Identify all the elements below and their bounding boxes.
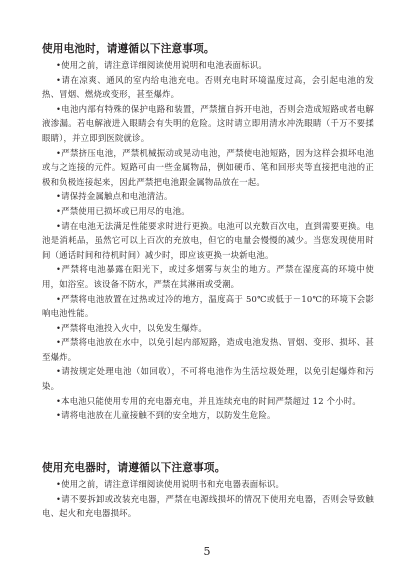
battery-item-disposal: •请按规定处理电池（如回收），不可将电池作为生活垃圾处理，以免引起爆炸和污染。	[42, 366, 374, 392]
battery-precautions-heading: 使用电池时，请遵循以下注意事项。	[42, 43, 215, 55]
battery-item-no-crushing: •严禁挤压电池，严禁机械振动或晃动电池，严禁使电池短路，因为这样会损坏电池或与之连接的元件。短路可由一些金属物品，例如硬币、笔和回形夹等直接把电池的正极和负极连接起来，因此严禁把电池跟金属物品放在一起。	[42, 147, 374, 187]
page-number: 5	[203, 545, 211, 558]
charger-precautions-section	[42, 461, 374, 521]
battery-item-no-disassembly: •电池内部有特殊的保护电路和装置，严禁擅自拆开电池，否则会造成短路或者电解液渗漏。若电解液进入眼睛会有失明的危险。这时请立即用清水冲洗眼睛（千万不要揉眼睛），并立即到医院就诊。	[42, 103, 374, 143]
battery-item-no-water: •严禁将电池放在水中，以免引起内部短路，造成电池发热、冒烟、变形、损坏、甚至爆炸。	[42, 337, 374, 362]
battery-item-replacement: •请在电池无法满足性能要求时进行更换。电池可以充数百次电，直到需要更换。电池是消耗品，虽然它可以上百次的充放电，但它的电量会慢慢的减少。当您发现使用时间（通话时间和待机时间）减少时，即应该更换一块新电池。	[42, 220, 374, 260]
battery-item-no-sunlight: •严禁将电池暴露在阳光下，或过多烟雾与灰尘的地方。严禁在湿度高的环境中使用，如浴室。该设备不防水，严禁在其淋雨或受潮。	[42, 264, 374, 289]
battery-item-keep-clean: •请保持金属触点和电池清洁。	[56, 191, 173, 202]
charger-item-read-manual: •使用之前，请注意详细阅读使用说明书和充电器表面标识。	[56, 479, 285, 489]
battery-item-charge-ventilated: •请在凉爽、通风的室内给电池充电。否则充电时环境温度过高，会引起电池的发热、冒烟、燃烧或变形，甚至爆炸。	[42, 74, 374, 100]
battery-item-child-safety: •请将电池放在儿童接触不到的安全地方，以防发生危险。	[56, 410, 276, 421]
charger-precautions-heading: 使用充电器时，请遵循以下注意事项。	[42, 462, 226, 474]
charger-item-no-disassembly: •请不要拆卸或改装充电器，严禁在电源线损坏的情况下使用充电器，否则会导致触电、起火和充电器损坏。	[42, 493, 374, 519]
battery-item-dedicated-charger: •本电池只能使用专用的充电器充电，并且连续充电的时间严禁超过 12 个小时。	[56, 395, 361, 406]
battery-item-no-damaged: •严禁使用已损坏或已用尽的电池。	[56, 205, 190, 216]
battery-item-read-manual: •使用之前，请注意详细阅读使用说明和电池表面标识。	[56, 60, 267, 70]
battery-precautions-section	[42, 42, 374, 423]
battery-item-temperature: •严禁将电池放置在过热或过冷的地方，温度高于 50℃或低于－10℃的环境下会影响电池性能。	[42, 293, 374, 319]
battery-item-no-fire: •严禁将电池投入火中，以免发生爆炸。	[56, 322, 207, 333]
